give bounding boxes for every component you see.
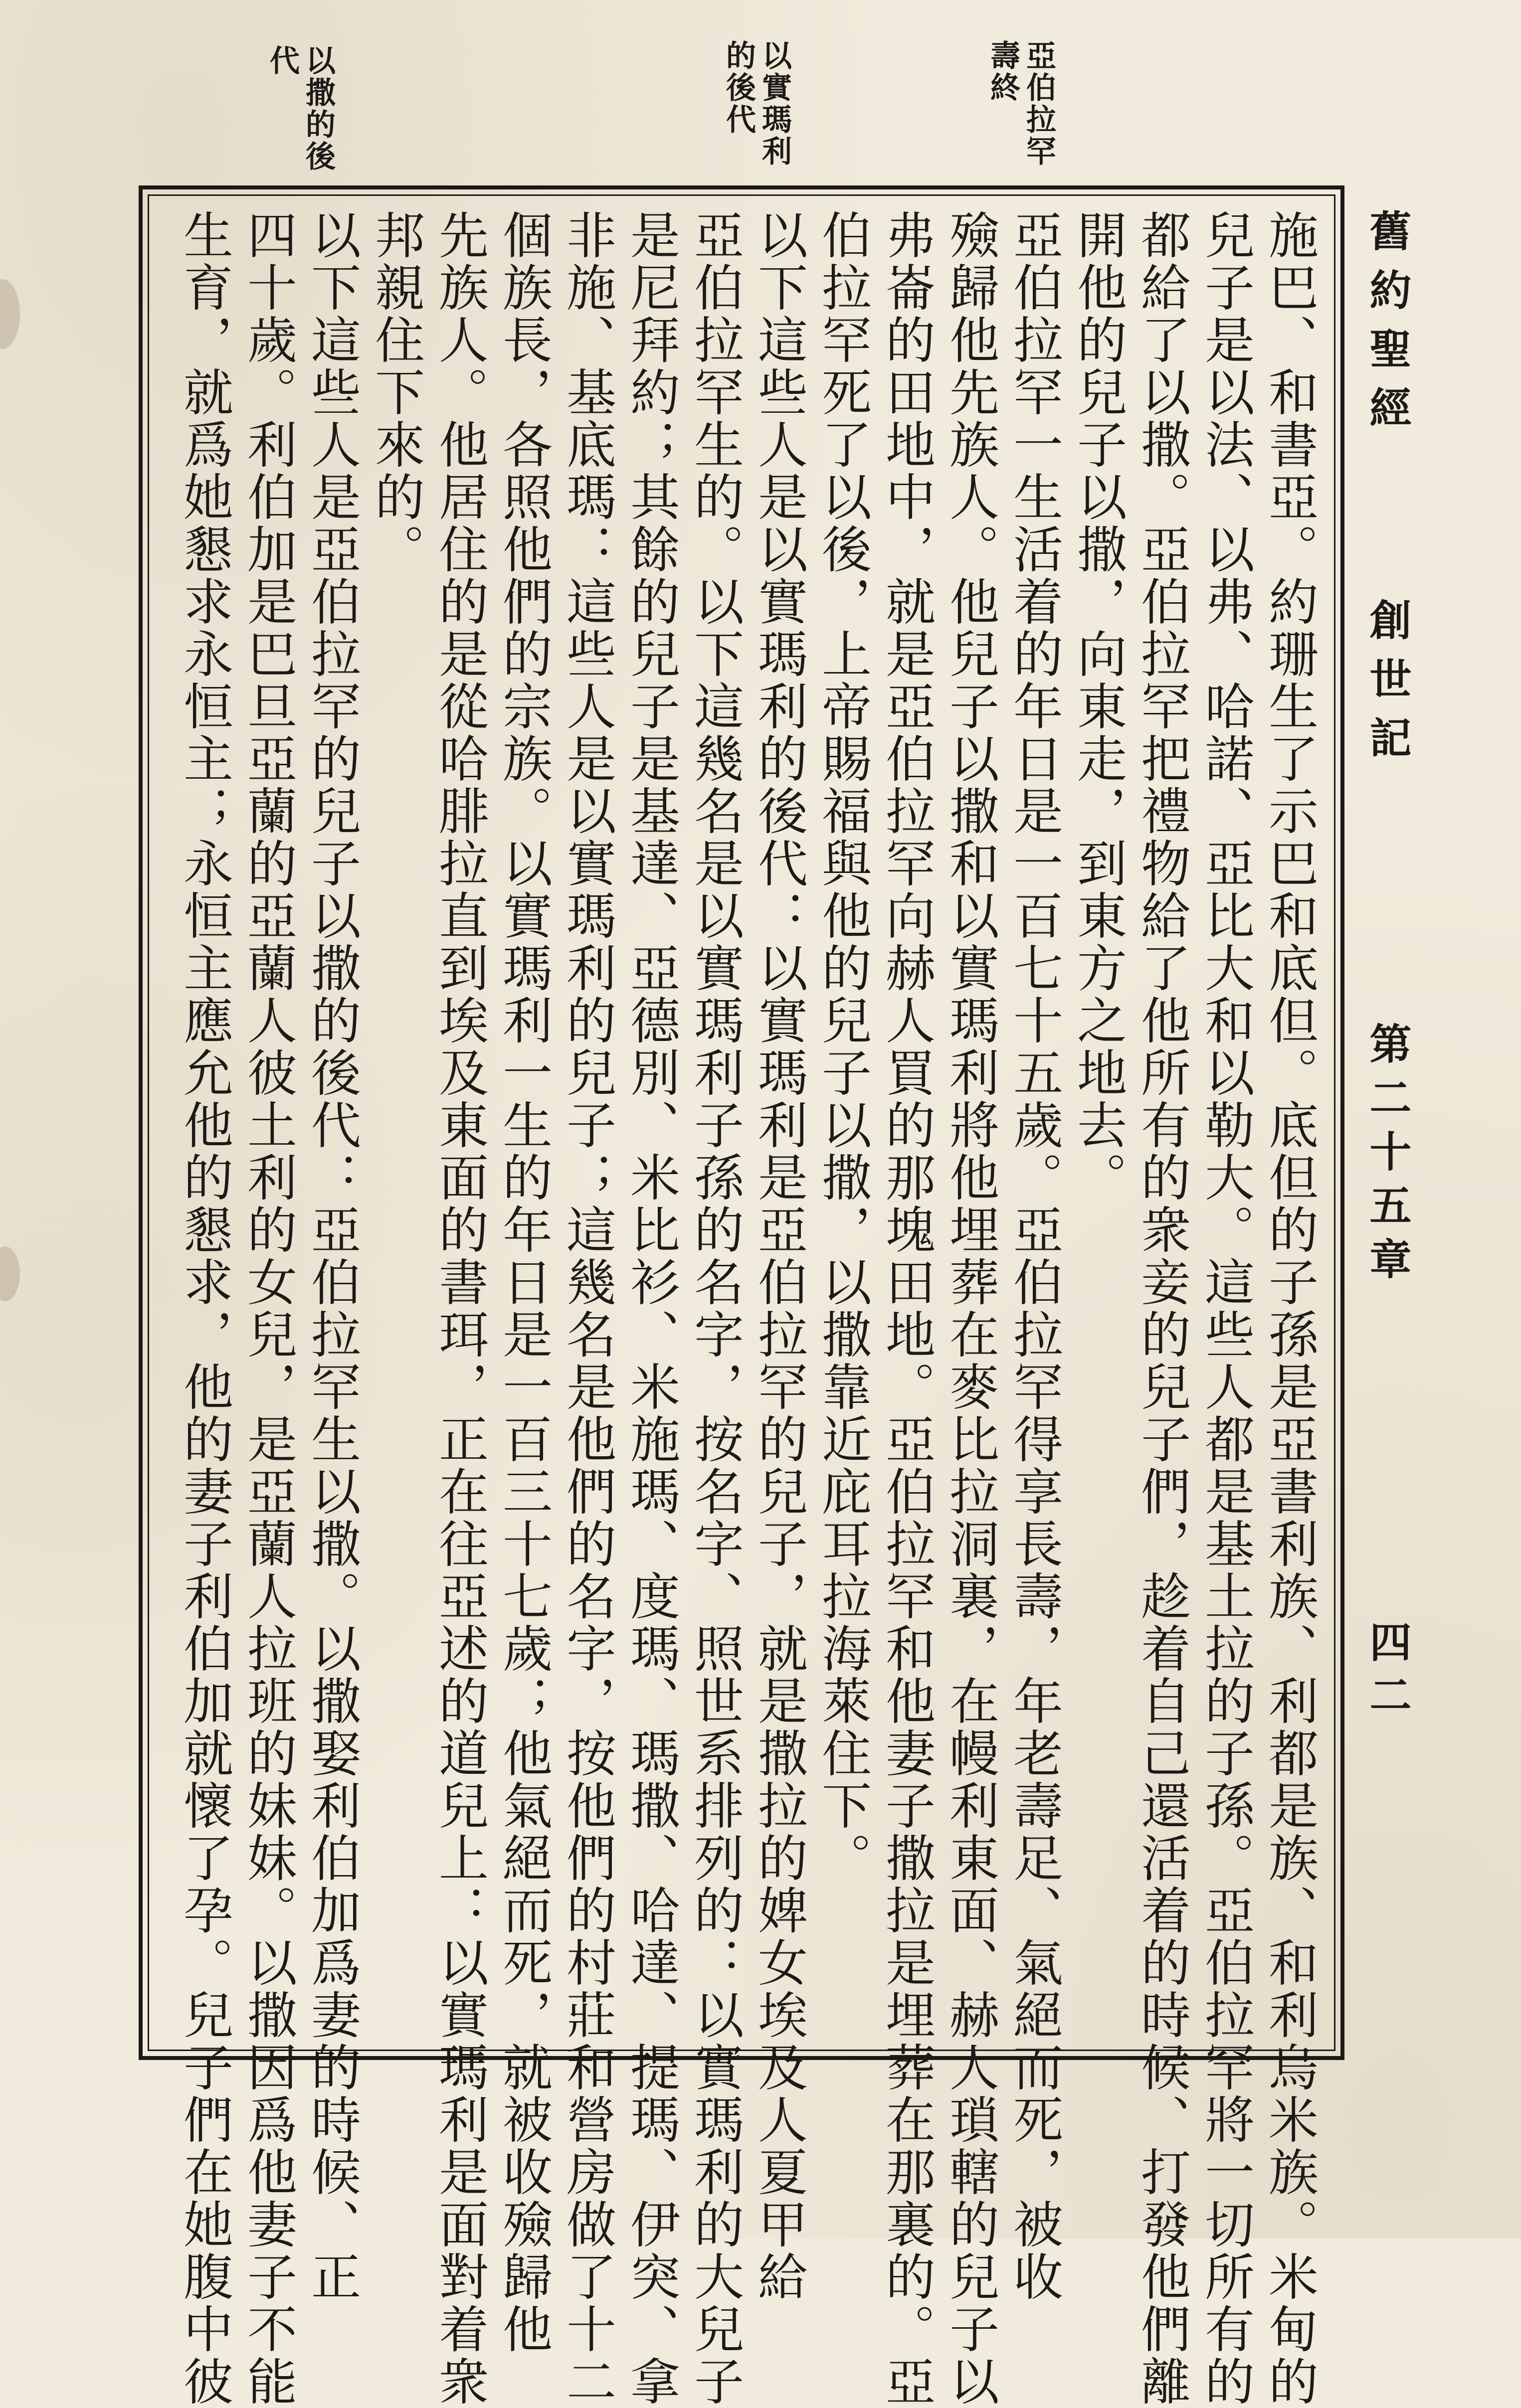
margin-heading-isaac-descendants: 以撒的後代 (265, 45, 336, 172)
page-number: 四二 (1363, 1620, 1412, 1726)
text-column: 四十歲。利伯加是巴旦亞蘭的亞蘭人彼土利的女兒，是亞蘭人拉班的妹妹。以撒因爲他妻子不能 (239, 209, 297, 2408)
text-column: 是尼拜約；其餘的兒子是基達、亞德別、米比衫、米施瑪、度瑪、瑪撒、哈達、提瑪、伊突、拿 (622, 209, 680, 2408)
text-column: 非施、基底瑪：這些人是以實瑪利的兒子；這幾名是他們的名字，按他們的村莊和營房做了十二 (558, 209, 616, 2408)
text-column: 殮歸他先族人。他兒子以撒和以實瑪利將他埋葬在麥比拉洞裏，在幔利東面、赫人瑣轄的兒子以 (941, 209, 999, 2408)
text-column: 都給了以撒。亞伯拉罕把禮物給了他所有的衆妾的兒子們，趁着自己還活着的時候、打發他們離 (1133, 209, 1191, 2408)
text-column: 兒子是以法、以弗、哈諾、亞比大和以勒大。這些人都是基土拉的子孫。亞伯拉罕將一切所有的 (1196, 209, 1255, 2408)
paper-stain (0, 1246, 20, 1301)
text-column: 施巴、和書亞。約珊生了示巴和底但。底但的子孫是亞書利族、利都是族、和利烏米族。米甸的 (1260, 209, 1319, 2408)
text-column: 個族長，各照他們的宗族。以實瑪利一生的年日是一百三十七歲；他氣絕而死，就被收殮歸他 (494, 209, 553, 2356)
book-name: 創世記 (1363, 598, 1412, 775)
text-column: 開他的兒子以撒，向東走，到東方之地去。 (1069, 209, 1127, 1204)
book-title: 舊約聖經 (1363, 209, 1412, 445)
text-column: 以下這些人是亞伯拉罕的兒子以撒的後代：亞伯拉罕生以撒。以撒娶利伯加爲妻的時候、正 (303, 209, 361, 2303)
text-column: 弗崙的田地中，就是亞伯拉罕向赫人買的那塊田地。亞伯拉罕和他妻子撒拉是埋葬在那裏的。亞 (877, 209, 936, 2408)
chapter-heading: 第二十五章 (1363, 1022, 1412, 1291)
text-column: 生育，就爲她懇求永恒主；永恒主應允他的懇求，他的妻子利伯加就懷了孕。兒子們在她腹中彼 (175, 209, 233, 2408)
text-column: 亞伯拉罕一生活着的年日是一百七十五歲。亞伯拉罕得享長壽，年老壽足、氣絕而死，被收 (1005, 209, 1063, 2303)
text-column: 邦親住下來的。 (367, 209, 425, 576)
margin-heading-ishmael-descendants: 以實瑪利的後代 (721, 40, 792, 168)
margin-heading-abraham-death: 亞伯拉罕壽終 (985, 40, 1056, 168)
text-column: 先族人。他居住的是從哈腓拉直到埃及東面的書珥，正在往亞述的道兒上：以實瑪利是面對着衆 (430, 209, 489, 2408)
text-column: 以下這些人是以實瑪利的後代：以實瑪利是亞伯拉罕的兒子，就是撒拉的婢女埃及人夏甲給 (750, 209, 808, 2303)
text-column: 伯拉罕死了以後，上帝賜福與他的兒子以撒，以撒靠近庇耳拉海萊住下。 (813, 209, 872, 1885)
text-column: 亞伯拉罕生的。以下這幾名是以實瑪利子孫的名字，按名字、照世系排列的：以實瑪利的大兒子 (686, 209, 744, 2408)
paper-stain (0, 279, 20, 349)
